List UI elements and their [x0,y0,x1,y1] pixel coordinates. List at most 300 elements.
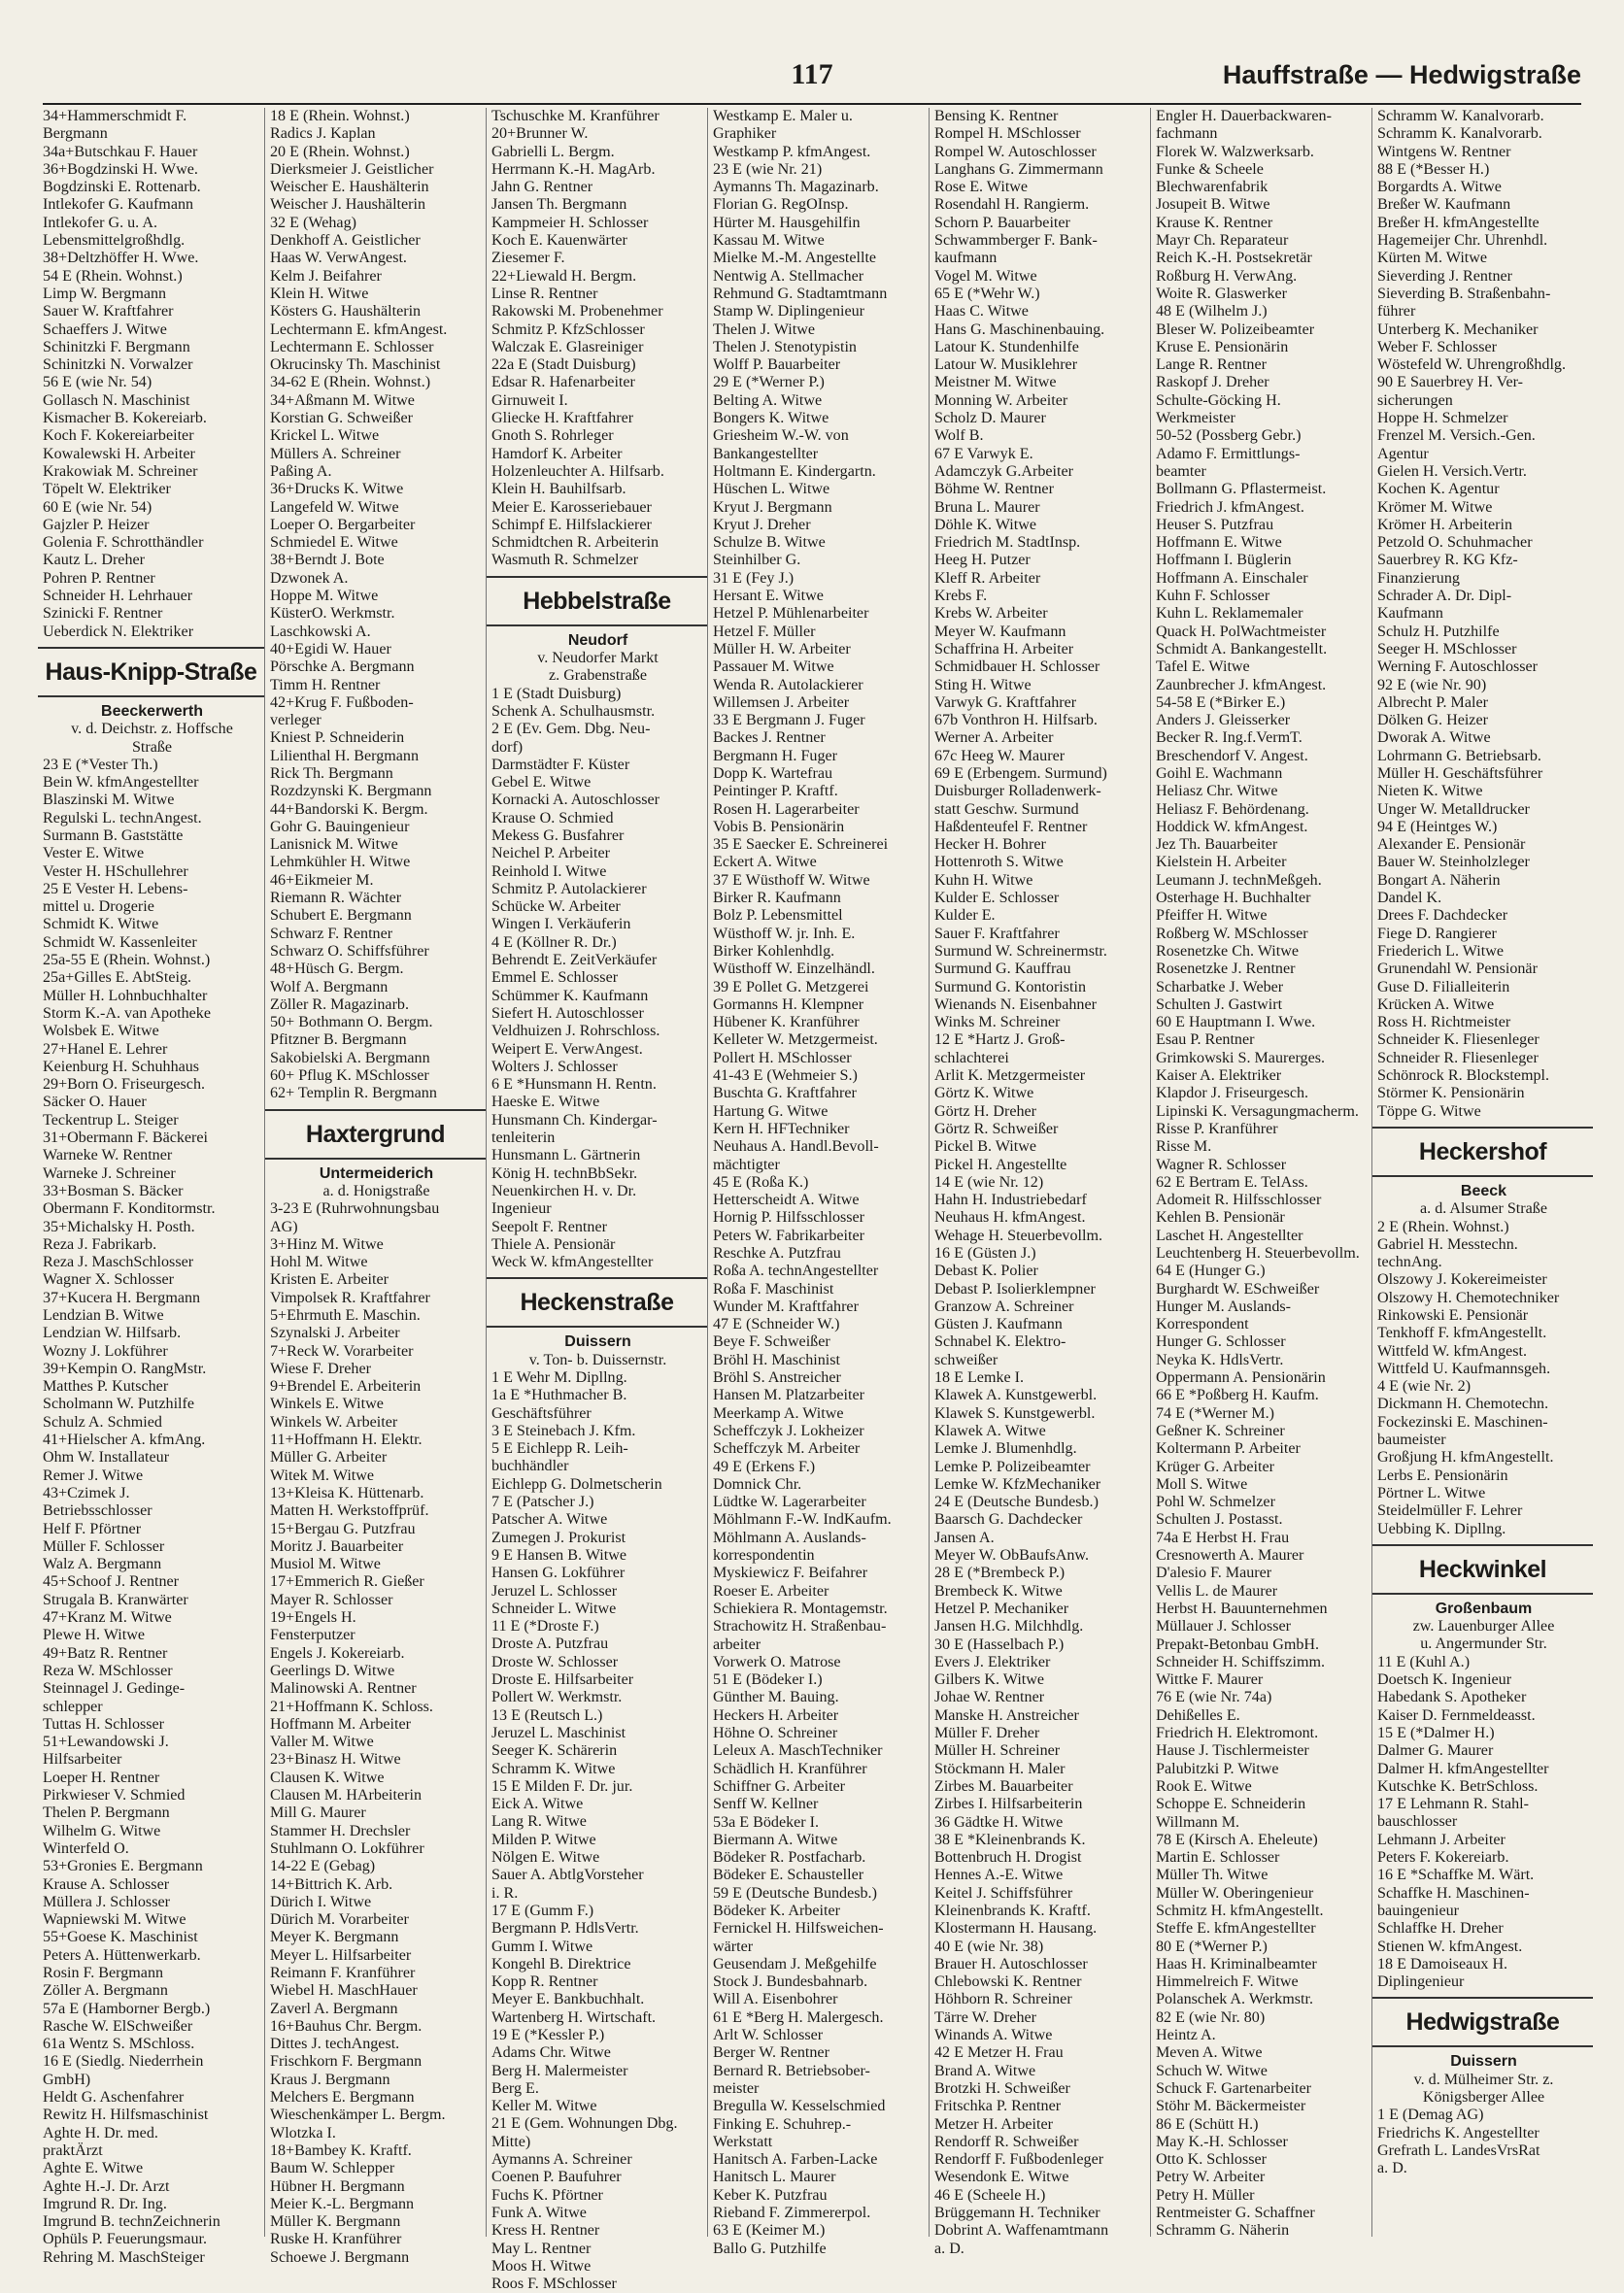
directory-entry: Rendorff F. Fußbodenleger [934,2151,1104,2169]
directory-entry: Zaverl A. Bergmann [270,2000,398,2017]
directory-entry: 25 E Vester H. Lebens- [43,880,188,897]
directory-entry: Eckert A. Witwe [713,854,817,871]
directory-entry: Uebbing K. Dipllng. [1377,1520,1506,1537]
directory-entry: Florian G. RegOInsp. [713,196,849,214]
directory-entry: 51 E (Bödeker I.) [713,1671,823,1689]
directory-entry: Weischer E. Haushälterin [270,179,429,196]
directory-entry: Latour K. Stundenhilfe [934,338,1079,355]
directory-entry: 33 E Bergmann J. Fuger [713,712,865,729]
directory-entry: Schramm K. Witwe [491,1760,616,1777]
directory-entry: 42 E Metzer H. Frau [934,2044,1064,2062]
directory-entry: Wartenberg H. Wirtschaft. [491,2008,657,2026]
directory-entry: Surmund W. Schreinermstr. [934,942,1107,960]
directory-entry: Szynalski J. Arbeiter [270,1325,400,1342]
directory-entry: Willmann M. [1156,1813,1240,1831]
directory-entry: 17 E Lehmann R. Stahl- [1377,1796,1529,1813]
directory-entry: Dürich I. Witwe [270,1893,372,1910]
directory-entry: Oppermann A. Pensionärin [1156,1369,1326,1387]
directory-entry: 59 E (Deutsche Bundesb.) [713,1884,877,1902]
directory-entry: Krömer M. Witwe [1377,498,1493,516]
directory-entry: 36+Drucks K. Witwe [270,481,404,498]
directory-entry: Lehmkühler H. Witwe [270,854,411,871]
directory-entry: Hottenroth S. Witwe [934,854,1064,871]
directory-entry: 69 E (Erbengem. Surmund) [934,764,1107,782]
directory-entry: Dierksmeier J. Geistlicher [270,160,434,178]
directory-entry: Hoddick W. kfmAngest. [1156,818,1308,835]
directory-entry: Will A. Eisenbohrer [713,1991,838,2008]
directory-entry: 76 E (wie Nr. 74a) [1156,1689,1272,1706]
directory-entry: Wesendonk E. Witwe [934,2169,1069,2186]
directory-entry: kaufmann [934,250,998,267]
directory-entry: Görtz H. Dreher [934,1102,1037,1120]
directory-entry: Aymanns A. Schreiner [491,2151,632,2169]
directory-entry: Bergmann H. Fuger [713,747,837,764]
directory-entry: Imgrund R. Dr. Ing. [43,2195,167,2212]
directory-entry: Metzer H. Arbeiter [934,2115,1053,2133]
directory-entry: schlepper [43,1698,103,1715]
directory-entry: Dalmer H. kfmAngestellter [1377,1760,1549,1777]
directory-entry: Hüschen L. Witwe [713,481,830,498]
directory-entry: Schmidtchen R. Arbeiterin [491,534,660,552]
directory-entry: technAng. [1377,1254,1442,1271]
directory-entry: Rompel W. Autoschlosser [934,143,1097,160]
directory-entry: Schneider H. Lehrhauer [43,588,193,605]
directory-entry: Wüsthoff W. Einzelhändl. [713,961,875,978]
directory-entry: Hoppe M. Witwe [270,588,379,605]
directory-entry: Hanitsch A. Farben-Lacke [713,2151,878,2169]
directory-entry: Möhlmann A. Auslands- [713,1529,866,1546]
directory-entry: Kress H. Rentner [491,2222,600,2240]
directory-entry: May L. Rentner [491,2240,592,2257]
directory-entry: Kutschke K. BetrSchloss. [1377,1777,1539,1795]
directory-entry: 35 E Saecker E. Schreinerei [713,836,889,854]
directory-entry: Bongers K. Witwe [713,410,829,427]
directory-entry: Wittke F. Maurer [1156,1671,1264,1689]
directory-entry: Ziesemer F. [491,250,565,267]
directory-entry: Heliasz F. Behördenang. [1156,800,1309,818]
directory-entry: Lerbs E. Pensionärin [1377,1467,1508,1484]
directory-entry: Valler M. Witwe [270,1734,374,1751]
directory-entry: Lemke J. Blumenhdlg. [934,1440,1077,1458]
directory-entry: Schulte-Göcking H. [1156,391,1281,409]
directory-entry: 16 E (Güsten J.) [934,1245,1036,1262]
directory-entry: Girnuweit I. [491,391,568,409]
directory-entry: Neichel P. Arbeiter [491,845,611,862]
directory-entry: Monning W. Arbeiter [934,391,1068,409]
directory-entry: Schneider L. Witwe [491,1600,617,1617]
directory-entry: Rieband F. Zimmererpol. [713,2205,871,2222]
directory-entry: Rick Th. Bergmann [270,764,393,782]
directory-entry: Weck W. kfmAngestellter [491,1254,654,1271]
directory-entry: Aghte H. Dr. med. [43,2124,158,2141]
directory-entry: Walczak E. Glasreiniger [491,338,644,355]
district-name: Duissern [1450,2053,1517,2071]
directory-entry: Reza W. MSchlosser [43,1662,173,1679]
directory-entry: wärter [713,1938,754,1955]
directory-entry: Rozdzynski K. Bergmann [270,783,432,800]
directory-entry: Wiese F. Dreher [270,1360,371,1377]
directory-entry: 36+Bogdzinski H. Wwe. [43,160,198,178]
directory-entry: Krömer H. Arbeiterin [1377,516,1512,533]
directory-entry: Clausen M. HArbeiterin [270,1787,422,1804]
directory-entry: Woite R. Glaswerker [1156,285,1288,302]
directory-entry: 14+Bittrich K. Arb. [270,1875,393,1893]
directory-entry: Scheffczyk J. Lokheizer [713,1422,864,1439]
directory-entry: 67c Heeg W. Maurer [934,747,1066,764]
directory-entry: Adams Chr. Witwe [491,2044,611,2062]
directory-entry: Wiebel H. MaschHauer [270,1982,418,2000]
directory-entry: Hornig P. Hilfsschlosser [713,1209,865,1227]
directory-entry: Golenia F. Schrotthändler [43,534,204,552]
column-4 [707,108,929,2257]
directory-entry: Sauerbrey R. KG Kfz- [1377,552,1518,569]
directory-entry: Fiege D. Rangierer [1377,925,1497,942]
directory-entry: dorf) [491,738,524,756]
directory-entry: Winterfeld O. [43,1839,129,1857]
directory-entry: Fensterputzer [270,1627,355,1644]
directory-entry: 88 E (*Besser H.) [1377,160,1490,178]
directory-entry: Heliasz Chr. Witwe [1156,783,1278,800]
directory-entry: Stienen W. kfmAngest. [1377,1938,1523,1955]
directory-entry: Plewe H. Witwe [43,1627,145,1644]
directory-entry: Schrader A. Dr. Dipl- [1377,588,1512,605]
directory-entry: Burghardt W. ESchweißer [1156,1280,1320,1298]
directory-entry: Bongart A. Näherin [1377,871,1501,889]
directory-entry: Friedrich H. Elektromont. [1156,1725,1319,1742]
directory-entry: Gormanns H. Klempner [713,995,864,1013]
directory-entry: 1 E (Stadt Duisburg) [491,685,622,702]
directory-entry: Kulder E. Schlosser [934,890,1060,907]
directory-entry: Rose E. Witwe [934,179,1029,196]
directory-entry: Grunendahl W. Pensionär [1377,961,1538,978]
directory-entry: 51+Lewandowski J. [43,1734,169,1751]
directory-entry: Wienands N. Eisenbahner [934,995,1097,1013]
directory-entry: Krause K. Rentner [1156,214,1273,231]
directory-entry: Grimkowski S. Maurerges. [1156,1049,1326,1066]
header-rule [43,103,1581,105]
directory-entry: Kryut J. Dreher [713,516,811,533]
directory-entry: Leleux A. MaschTechniker [713,1742,883,1760]
directory-entry: Baarsch G. Dachdecker [934,1511,1083,1529]
directory-entry: Roßa A. technAngestellter [713,1263,879,1280]
directory-entry: 15+Bergau G. Putzfrau [270,1520,416,1537]
directory-entry: Goihl E. Wachmann [1156,764,1283,782]
directory-entry: Latour W. Musiklehrer [934,356,1078,374]
directory-entry: 24 E (Deutsche Bundesb.) [934,1494,1099,1511]
directory-entry: Klawek A. Witwe [934,1422,1046,1439]
directory-entry: verleger [270,712,321,729]
directory-entry: Meistner M. Witwe [934,374,1057,391]
directory-entry: Laschet H. Angestellter [1156,1227,1303,1244]
directory-entry: 74a E Herbst H. Frau [1156,1529,1290,1546]
directory-entry: Bödeker R. Postfacharb. [713,1849,866,1867]
directory-entry: Hennes A.-E. Witwe [934,1867,1064,1884]
directory-entry: Hoffmann M. Arbeiter [270,1715,411,1733]
directory-entry: 34+Hammerschmidt F. [43,108,187,124]
directory-entry: bauingenieur [1377,1902,1460,1919]
directory-entry: 42+Krug F. Fußboden- [270,693,414,711]
directory-entry: GmbH) [43,2071,91,2088]
directory-entry: Riemann R. Wächter [270,890,402,907]
directory-entry: Hetzel P. Mechaniker [934,1600,1069,1617]
directory-entry: Güsten J. Kaufmann [934,1316,1063,1333]
directory-entry: Lange R. Rentner [1156,356,1267,374]
directory-entry: Senff W. Kellner [713,1796,819,1813]
directory-entry: Teckentrup L. Steiger [43,1111,179,1129]
directory-entry: 12 E *Hartz J. Groß- [934,1031,1066,1049]
directory-entry: Loeper O. Bergarbeiter [270,516,416,533]
directory-entry: 15 E (*Dalmer H.) [1377,1724,1495,1741]
directory-entry: Klein H. Witwe [270,285,369,302]
directory-entry: Pörschke A. Bergmann [270,658,415,676]
directory-entry: 39 E Pollet G. Metzgerei [713,978,869,995]
directory-entry: Seeger H. MSchlosser [1377,640,1517,658]
directory-entry: Dalmer G. Maurer [1377,1742,1494,1760]
directory-entry: Wehage H. Steuerbevollm. [934,1227,1102,1244]
directory-entry: Rehring M. MaschSteiger [43,2248,205,2266]
directory-entry: baumeister [1377,1432,1446,1449]
directory-entry: Risse P. Kranführer [1156,1120,1278,1137]
directory-entry: Schramm W. Kanalvorarb. [1377,108,1544,124]
directory-entry: Bergmann P. HdlsVertr. [491,1920,639,1938]
directory-entry: Lendzian B. Witwe [43,1307,164,1324]
directory-entry: Wintgens W. Rentner [1377,143,1511,160]
directory-entry: Haas W. VerwAngest. [270,250,407,267]
directory-entry: Kuhn H. Witwe [934,871,1033,889]
directory-entry: Lechtermann E. kfmAngest. [270,320,448,338]
directory-entry: Bernard R. Betriebsober- [713,2062,870,2079]
directory-entry: Florek W. Walzwerksarb. [1156,143,1314,160]
directory-entry: Jansen A. [934,1529,995,1546]
directory-entry: Petry H. Müller [1156,2186,1255,2204]
directory-entry: Vorwerk O. Matrose [713,1653,841,1670]
directory-entry: Sauer F. Kraftfahrer [934,925,1060,942]
directory-entry: Wolff P. Bauarbeiter [713,356,841,374]
directory-entry: Bergmann [43,125,108,143]
directory-entry: Wenda R. Autolackierer [713,676,863,693]
directory-entry: Droste E. Hilfsarbeiter [491,1671,634,1689]
directory-entry: Jansen Th. Bergmann [491,196,627,214]
directory-entry: Funk A. Witwe [491,2204,587,2221]
directory-entry: Breßer H. kfmAngestellte [1377,214,1539,231]
directory-entry: Wingen I. Verkäuferin [491,916,631,933]
directory-entry: Kopp R. Rentner [491,1973,598,1991]
directory-entry: 60 E (wie Nr. 54) [43,498,152,516]
directory-entry: 94 E (Heintges W.) [1377,818,1498,835]
directory-entry: Veldhuizen J. Rohrschloss. [491,1023,660,1040]
district-name: Beeckerwerth [101,702,203,720]
directory-entry: 53+Gronies E. Bergmann [43,1858,203,1875]
directory-entry: Witek M. Witwe [270,1467,375,1484]
street-heading: Heckenstraße [487,1277,707,1328]
directory-entry: 41+Hielscher A. kfmAng. [43,1432,206,1449]
directory-entry: Tärre W. Dreher [934,2008,1037,2026]
directory-entry: Jahn G. Rentner [491,179,593,196]
directory-entry: Müller W. Oberingenieur [1156,1884,1314,1902]
directory-entry: Remer J. Witwe [43,1467,144,1484]
directory-entry: Schmidbauer H. Schlosser [934,658,1100,676]
directory-entry: Pickel H. Angestellte [934,1156,1067,1173]
directory-entry: 20 E (Rhein. Wohnst.) [270,143,410,160]
directory-entry: führer [1377,303,1416,320]
directory-entry: Dürich M. Vorarbeiter [270,1911,409,1929]
directory-entry: Lemke P. Polizeibeamter [934,1458,1091,1475]
directory-entry: Varwyk G. Kraftfahrer [934,693,1077,711]
directory-entry: Meyer W. ObBaufsAnw. [934,1547,1089,1565]
directory-entry: Radics J. Kaplan [270,125,376,143]
directory-entry: Fritschka P. Rentner [934,2098,1062,2115]
directory-entry: 22a E (Stadt Duisburg) [491,356,636,374]
directory-entry: 31 E (Fey J.) [713,569,795,587]
directory-entry: Surmund G. Kontoristin [934,978,1087,995]
directory-entry: 55+Goese K. Maschinist [43,1929,198,1946]
directory-entry: Hilfsarbeiter [43,1751,122,1769]
directory-entry: 25a-55 E (Rhein. Wohnst.) [43,952,211,969]
directory-entry: Wieschenkämper L. Bergm. [270,2107,446,2124]
directory-entry: Behrendt E. ZeitVerkäufer [491,952,658,969]
directory-entry: Musiol M. Witwe [270,1556,381,1573]
directory-entry: Seeger K. Schärerin [491,1742,618,1760]
directory-entry: Bensing K. Rentner [934,108,1059,124]
directory-entry: Beye F. Schweißer [713,1333,830,1351]
directory-entry: 5 E Eichlepp R. Leih- [491,1440,628,1458]
directory-entry: Koch E. Kauenwärter [491,232,627,250]
directory-entry: Kongehl B. Direktrice [491,1955,631,1973]
directory-entry: Bein W. kfmAngestellter [43,774,199,792]
directory-entry: Müller F. Dreher [934,1725,1040,1742]
directory-entry: Bolz P. Lebensmittel [713,907,843,925]
directory-entry: Lechtermann E. Schlosser [270,338,434,355]
directory-entry: Geerlings D. Witwe [270,1662,395,1679]
directory-entry: Wilhelm G. Witwe [43,1822,161,1839]
directory-entry: Tafel E. Witwe [1156,658,1250,676]
directory-entry: 1 E Wehr M. Dipllng. [491,1369,627,1386]
directory-entry: 14-22 E (Gebag) [270,1858,376,1875]
directory-entry: Korstian G. Schweißer [270,410,414,427]
directory-entry: Gajzler P. Heizer [43,516,150,533]
directory-entry: Hartung G. Witwe [713,1102,829,1120]
column-7 [1371,108,1593,2237]
directory-entry: 13 E (Reutsch L.) [491,1706,603,1724]
directory-entry: Roßa F. Maschinist [713,1280,834,1298]
directory-entry: Gumm I. Witwe [491,1938,593,1955]
directory-entry: Müllers A. Schreiner [270,445,401,462]
directory-entry: Pörtner L. Witwe [1377,1484,1486,1501]
directory-entry: Debast P. Isolierklempner [934,1280,1096,1298]
directory-entry: Roeser E. Arbeiter [713,1582,829,1600]
directory-entry: 37 E Wüsthoff W. Witwe [713,871,870,889]
directory-entry: Eichlepp G. Dolmetscherin [491,1475,662,1493]
directory-entry: 1a E *Huthmacher B. [491,1387,627,1404]
directory-entry: Domnick Chr. [713,1475,802,1493]
directory-entry: Mayr Ch. Reparateur [1156,232,1289,250]
directory-entry: Görtz K. Witwe [934,1085,1034,1102]
directory-entry: Wolf B. [934,427,984,445]
directory-entry: Hoffmann E. Witwe [1156,534,1282,552]
directory-entry: 21 E (Gem. Wohnungen Dbg. [491,2115,678,2133]
street-range: v. Neudorfer Markt [537,650,659,667]
directory-entry: Schümmer K. Kaufmann [491,987,649,1004]
directory-entry: Wunder M. Kraftfahrer [713,1298,859,1315]
directory-entry: Steffe E. kfmAngestellter [1156,1920,1316,1938]
directory-entry: 30 E (Hasselbach P.) [934,1635,1065,1653]
directory-entry: Josupeit B. Witwe [1156,196,1270,214]
directory-entry: Berg H. Malermeister [491,2062,628,2079]
directory-entry: Hahn H. Industriebedarf [934,1192,1087,1209]
directory-entry: 29+Born O. Friseurgesch. [43,1076,206,1094]
directory-entry: Bröhl H. Maschinist [713,1351,840,1368]
directory-entry: Warneke W. Rentner [43,1147,173,1164]
directory-entry: Koch F. Kokereiarbeiter [43,427,194,445]
directory-entry: Finanzierung [1377,569,1460,587]
directory-entry: Kaiser D. Fernmeldeasst. [1377,1706,1536,1724]
directory-entry: Hanitsch L. Maurer [713,2169,836,2186]
directory-entry: Meier K.-L. Bergmann [270,2195,415,2212]
directory-entry: Schoppe E. Schneiderin [1156,1796,1306,1813]
directory-entry: Tenkhoff F. kfmAngestellt. [1377,1325,1547,1342]
directory-entry: Intlekofer G. u. A. [43,214,157,231]
directory-entry: Evers J. Elektriker [934,1653,1051,1670]
column-1 [43,108,264,2266]
directory-entry: 7 E (Patscher J.) [491,1494,594,1511]
directory-entry: Krause A. Schlosser [43,1875,170,1893]
directory-entry: Krücken A. Witwe [1377,995,1495,1013]
column-6 [1150,108,1371,2240]
street-range: v. d. Mülheimer Str. z. [1413,2071,1554,2088]
directory-entry: Nölgen E. Witwe [491,1849,600,1867]
directory-entry: Hecker H. Bohrer [934,836,1046,854]
district-name: Beeck [1460,1182,1507,1199]
directory-entry: fachmann [1156,125,1218,143]
directory-entry: Sauer W. Kraftfahrer [43,303,174,320]
directory-entry: Melchers E. Bergmann [270,2089,415,2107]
directory-entry: Milden P. Witwe [491,1831,596,1848]
directory-entry: Kochen K. Agentur [1377,481,1500,498]
directory-entry: Loeper H. Rentner [43,1769,160,1786]
directory-entry: 9+Brendel E. Arbeiterin [270,1378,422,1396]
directory-entry: Gliecke H. Kraftfahrer [491,410,634,427]
directory-entry: Korrespondent [1156,1316,1249,1333]
street-range: a. d. Alsumer Straße [1420,1200,1547,1218]
directory-entry: Gilbers K. Witwe [934,1671,1045,1689]
directory-entry: Müller H. Schreiner [934,1742,1061,1760]
directory-entry: Emmel E. Schlosser [491,969,619,987]
directory-entry: Rosen H. Lagerarbeiter [713,800,860,818]
directory-entry: 78 E (Kirsch A. Eheleute) [1156,1831,1318,1848]
directory-entry: 14 E (wie Nr. 12) [934,1173,1044,1191]
directory-entry: Backes J. Rentner [713,729,826,747]
directory-entry: Friederich L. Witwe [1377,942,1504,960]
directory-entry: Pickel B. Witwe [934,1138,1036,1156]
directory-entry: Vester E. Witwe [43,845,145,862]
directory-entry: Reza J. Fabrikarb. [43,1235,157,1253]
directory-entry: Thelen J. Stenotypistin [713,338,857,355]
directory-entry: AG) [270,1218,298,1235]
directory-entry: Schubert E. Bergmann [270,907,412,925]
directory-entry: Müllera J. Schlosser [43,1893,170,1910]
directory-entry: Strugala B. Kranwärter [43,1591,188,1608]
directory-columns [43,108,1581,2293]
directory-entry: Kielstein H. Arbeiter [1156,854,1287,871]
directory-entry: Herrmann K.-H. MagArb. [491,160,656,178]
column-2 [264,108,486,2266]
directory-entry: Seepolt F. Rentner [491,1218,607,1235]
directory-entry: Droste W. Schlosser [491,1653,619,1670]
directory-entry: 56 E (wie Nr. 54) [43,374,152,391]
directory-entry: 40+Egidi W. Hauer [270,640,391,658]
directory-entry: Frenzel M. Versich.-Gen. [1377,427,1536,445]
directory-entry: Dandel K. [1377,890,1442,907]
